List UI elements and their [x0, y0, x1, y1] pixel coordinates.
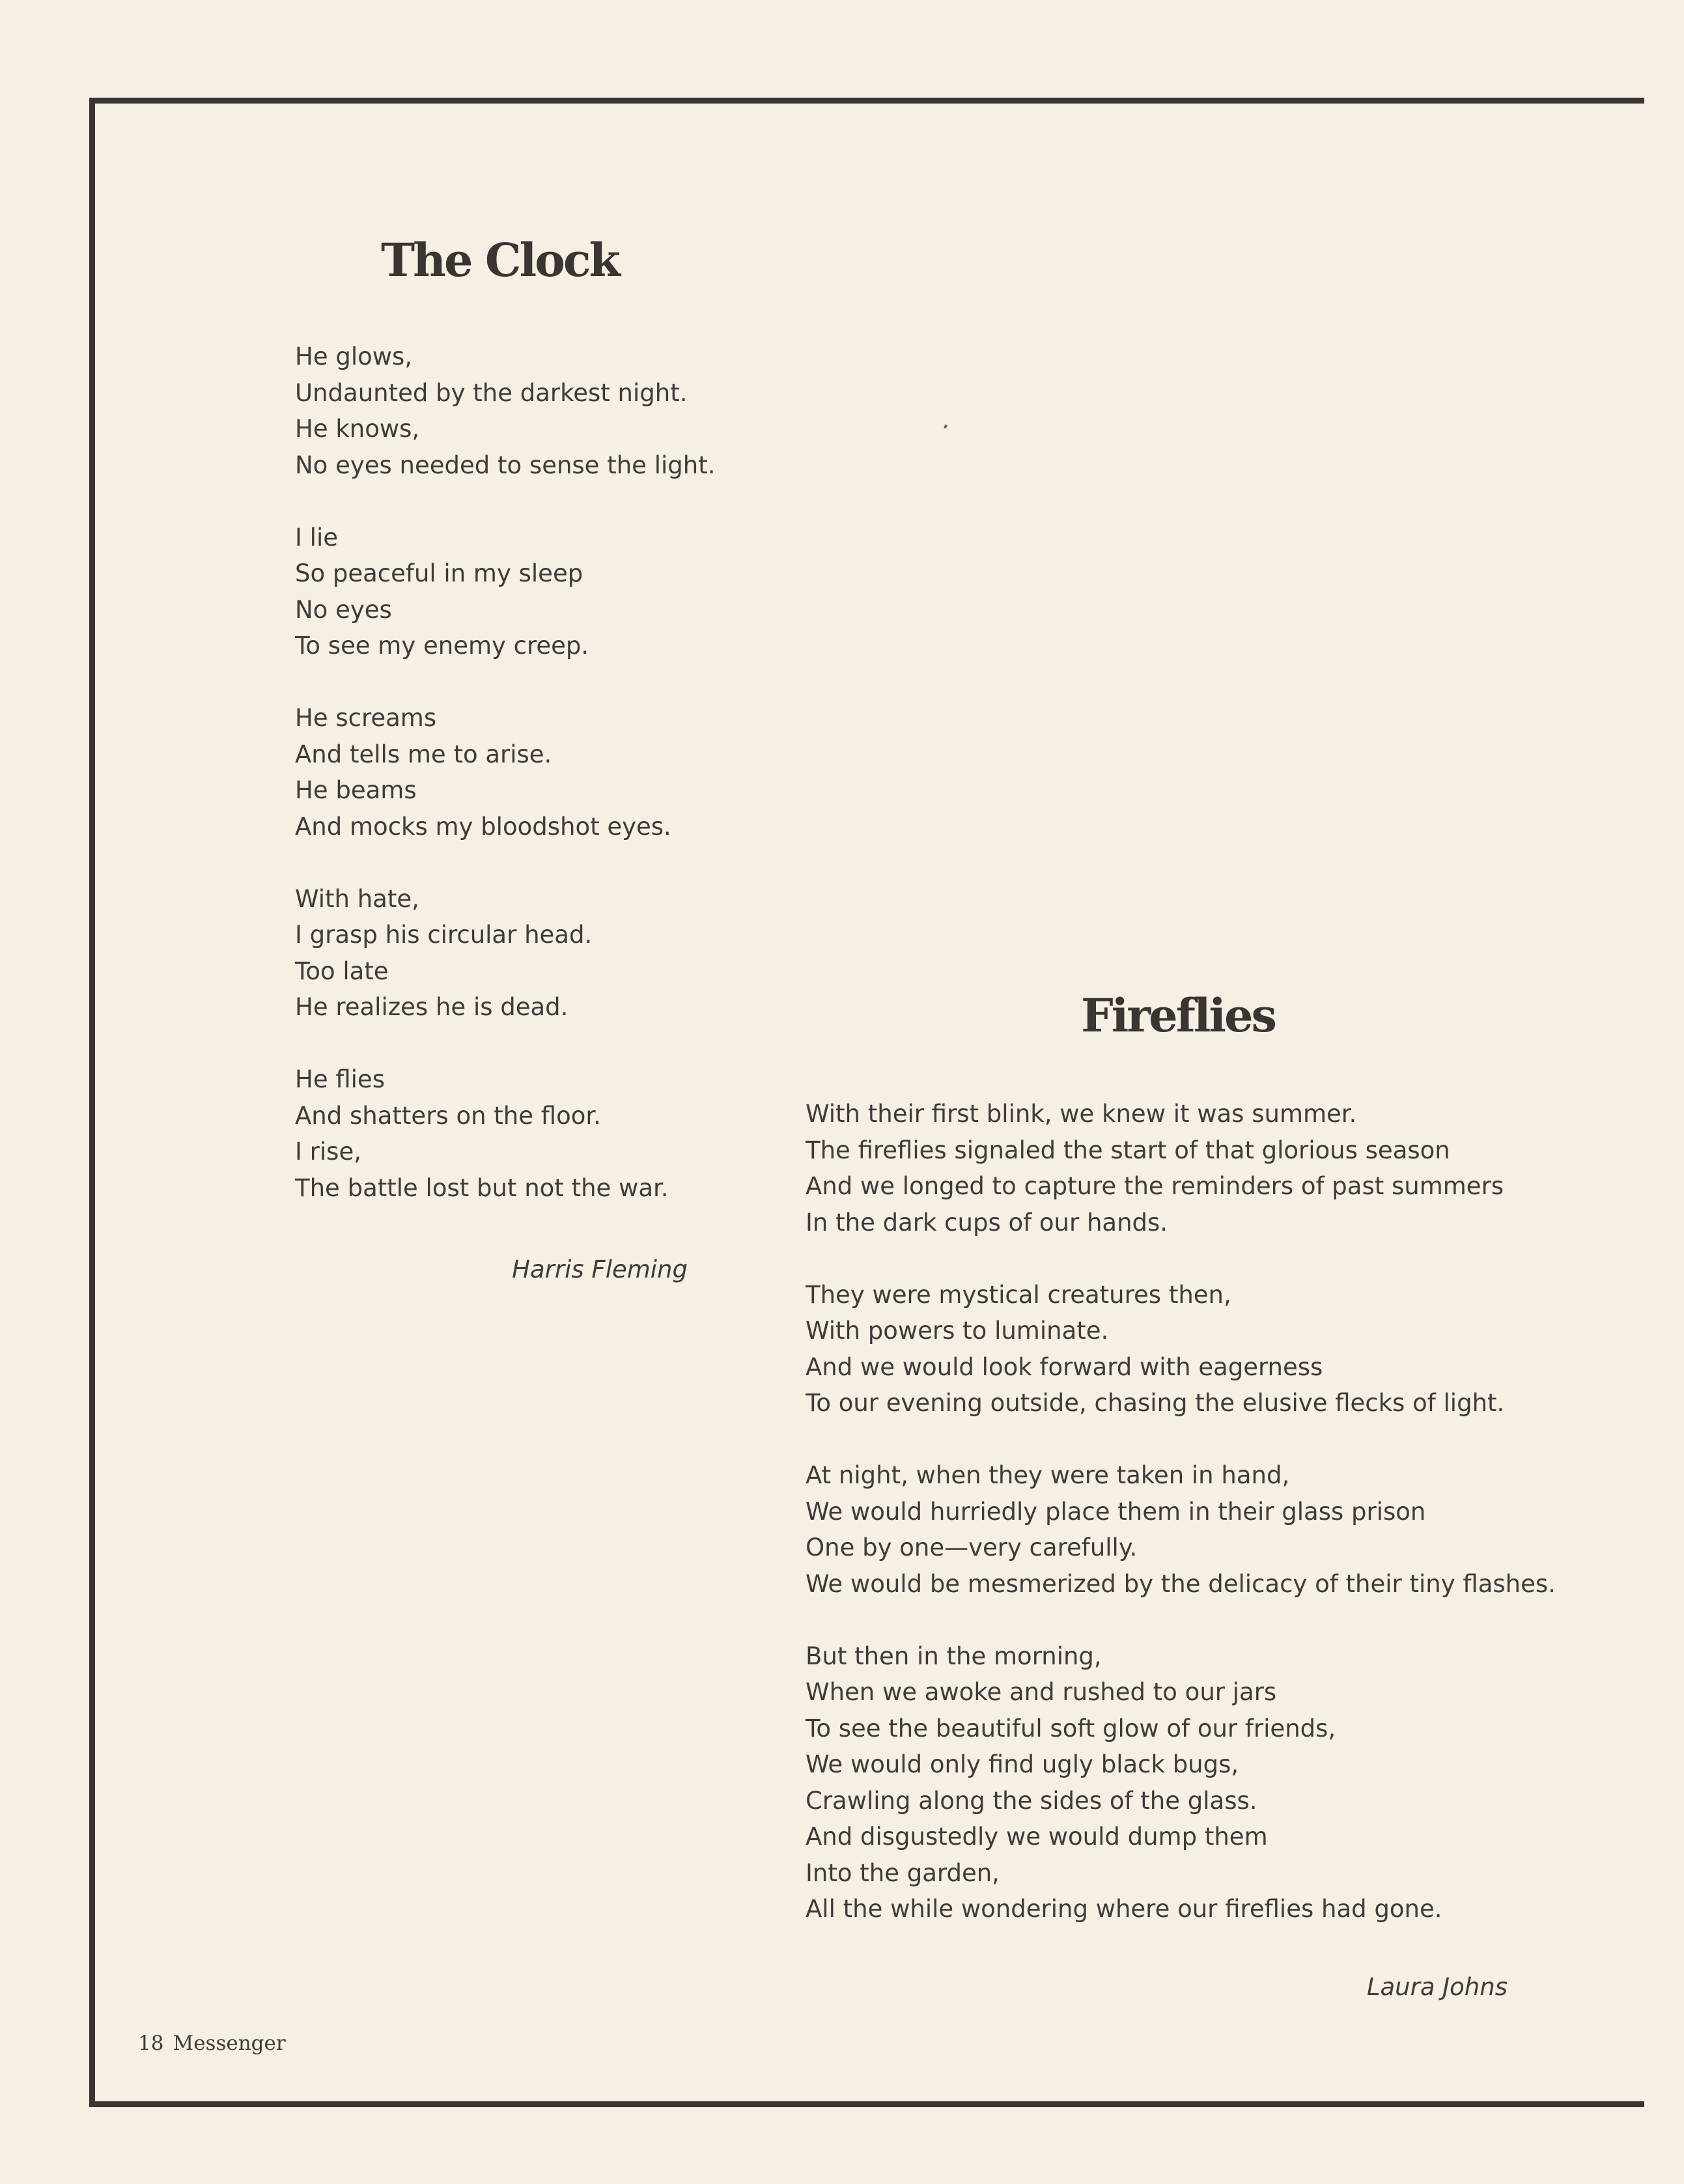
poem-line: With their first blink, we knew it was summer.: [806, 1100, 1357, 1128]
poem-line: One by one—very carefully.: [806, 1533, 1138, 1561]
stanza: [295, 339, 715, 483]
poem-line: He glows,: [295, 343, 413, 371]
poem-line: We would only find ugly black bugs,: [806, 1750, 1239, 1778]
poem-body-fireflies: [806, 1096, 1556, 1963]
poem-line: And mocks my bloodshot eyes.: [295, 812, 671, 841]
poem-line: We would hurriedly place them in their glass prison: [806, 1497, 1426, 1526]
stanza: [295, 700, 715, 845]
poem-line: With hate,: [295, 884, 419, 913]
poem-line: He realizes he is dead.: [295, 993, 568, 1021]
stanza: [295, 1061, 715, 1206]
poem-line: To see the beautiful soft glow of our friends,: [806, 1714, 1336, 1743]
poem-line: He screams: [295, 704, 437, 732]
poem-line: I rise,: [295, 1138, 361, 1166]
stanza: [806, 1096, 1556, 1240]
poem-body-the-clock: [295, 339, 715, 1242]
poem-line: Into the garden,: [806, 1858, 1000, 1887]
poem-line: He beams: [295, 776, 417, 804]
poem-line: He flies: [295, 1065, 385, 1093]
poem-line: I grasp his circular head.: [295, 921, 593, 949]
poem-line: I lie: [295, 523, 338, 552]
stanza: [295, 520, 715, 664]
poem-line: The battle lost but not the war.: [295, 1173, 669, 1202]
stanza: [806, 1457, 1556, 1602]
poem-line: The fireflies signaled the start of that glorious season: [806, 1136, 1450, 1164]
publication-name: Messenger: [173, 2032, 286, 2055]
page-footer: [138, 2032, 286, 2055]
poem-line: And tells me to arise.: [295, 740, 552, 768]
poem-line: To our evening outside, chasing the elusive flecks of light.: [806, 1389, 1505, 1417]
poem-line: And we would look forward with eagerness: [806, 1352, 1323, 1381]
stanza: [295, 881, 715, 1026]
poem-author-laura-johns: Laura Johns: [1366, 1973, 1508, 2001]
poem-line: Crawling along the sides of the glass.: [806, 1786, 1257, 1815]
poem-line: And shatters on the floor.: [295, 1101, 601, 1130]
poem-line: But then in the morning,: [806, 1642, 1102, 1670]
poem-title-the-clock: The Clock: [381, 233, 619, 287]
poem-line: With powers to luminate.: [806, 1317, 1109, 1345]
poem-line: They were mystical creatures then,: [806, 1280, 1231, 1309]
poem-author-harris-fleming: Harris Fleming: [512, 1255, 688, 1283]
poem-line: In the dark cups of our hands.: [806, 1208, 1168, 1237]
poem-line: Too late: [295, 957, 389, 985]
poem-line: He knows,: [295, 415, 420, 443]
poem-line: To see my enemy creep.: [295, 632, 589, 660]
poem-line: We would be mesmerized by the delicacy of their tiny flashes.: [806, 1569, 1556, 1598]
poem-title-fireflies: Fireflies: [1081, 988, 1275, 1043]
poem-line: Undaunted by the darkest night.: [295, 378, 688, 407]
poem-line: At night, when they were taken in hand,: [806, 1461, 1290, 1489]
stanza: [806, 1277, 1556, 1421]
poem-line: And we longed to capture the reminders of past summers: [806, 1172, 1504, 1200]
poem-line: All the while wondering where our fireflies had gone.: [806, 1895, 1442, 1923]
poem-line: No eyes: [295, 595, 392, 624]
stanza: [806, 1638, 1556, 1927]
poem-line: So peaceful in my sleep: [295, 559, 583, 587]
poem-line: When we awoke and rushed to our jars: [806, 1678, 1277, 1706]
poem-line: No eyes needed to sense the light.: [295, 451, 716, 479]
poem-line: And disgustedly we would dump them: [806, 1823, 1268, 1851]
page-number: 18: [138, 2032, 164, 2055]
